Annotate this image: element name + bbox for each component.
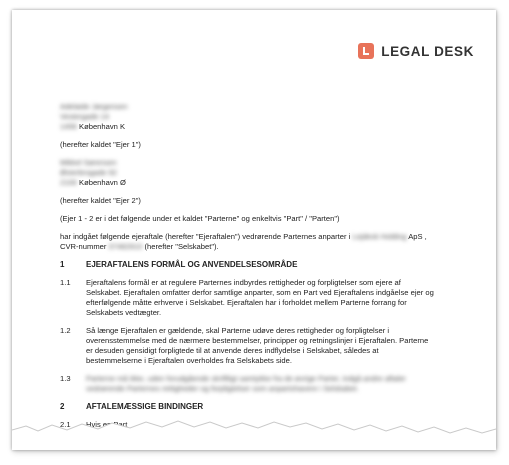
section-2-heading: 2 AFTALEMÆSSIGE BINDINGER bbox=[60, 402, 204, 411]
party-2-city: København Ø bbox=[79, 178, 126, 187]
party-1-designation: (herefter kaldet "Ejer 1") bbox=[60, 140, 141, 149]
parties-definition: (Ejer 1 - 2 er i det følgende under et kaldet "Parterne" og enkeltvis "Part" / "Parten") bbox=[60, 214, 340, 223]
section-2-title: AFTALEMÆSSIGE BINDINGER bbox=[86, 402, 204, 411]
section-1-title: EJERAFTALENS FORMÅL OG ANVENDELSESOMRÅDE bbox=[86, 260, 298, 269]
section-1-heading: 1 EJERAFTALENS FORMÅL OG ANVENDELSESOMRÅDE bbox=[60, 260, 298, 269]
cvr-line bbox=[60, 242, 470, 252]
party-2-postcode: 2100 bbox=[60, 178, 77, 187]
party-1-city: København K bbox=[79, 122, 126, 131]
legal-desk-logo-icon bbox=[358, 43, 374, 59]
cvr-label: CVR-nummer bbox=[60, 242, 107, 251]
party-2-designation: (herefter kaldet "Ejer 2") bbox=[60, 196, 141, 205]
torn-page-edge bbox=[12, 416, 496, 450]
party-2-block bbox=[60, 158, 470, 206]
agreement-statement bbox=[60, 232, 470, 242]
party-2-street: Østerbrogade 92 bbox=[60, 168, 117, 177]
clause-2-1: 2.1 Hvis en Part bbox=[60, 420, 128, 429]
cvr-number: 37482910 bbox=[108, 242, 143, 251]
company-name: Lejdesk Holding bbox=[352, 232, 407, 241]
clause-1-2: 1.2 Så længe Ejeraftalen er gældende, skal Parterne udøve deres rettigheder og forpligtelser i overensstemmelse med de nærmere bestemmelser, principper og retningslinjer i Ejeraftalen. Parterne er desuden gensidigt forpligtede til at anvende deres indflydelse i Selskabet, således at bestemmelserne i Ejeraftalen overholdes fra Selskabets side. bbox=[60, 326, 429, 365]
party-1-street: Vestergade 14 bbox=[60, 112, 109, 121]
document-body bbox=[60, 102, 470, 430]
document-page bbox=[12, 10, 496, 450]
party-1-name: Adelaide Jørgensen bbox=[60, 102, 128, 111]
agreement-text: har indgået følgende ejeraftale (herefter "Ejeraftalen") vedrørende Parternes anparter i bbox=[60, 232, 351, 241]
cvr-suffix: (herefter "Selskabet"). bbox=[144, 242, 219, 251]
party-2-name: Mikkel Sørensen bbox=[60, 158, 117, 167]
party-1-postcode: 1456 bbox=[60, 122, 77, 131]
clause-1-1: 1.1 Ejeraftalens formål er at regulere Parternes indbyrdes rettigheder og forpligtelser som ejere af Selskabet. Ejeraftalen omfatter derfor samtlige anparter, som en Part ved Ejeraftalens indgåelse ejer og efterfølgende måtte erhverve i Selskabet. Ejeraftalen har i forholdet mellem Parterne forrang for Selskabets vedtægter. bbox=[60, 278, 434, 317]
logo-text: LEGAL DESK bbox=[381, 43, 474, 59]
legal-desk-logo bbox=[358, 43, 474, 59]
party-1-block bbox=[60, 102, 470, 150]
company-suffix: ApS , bbox=[408, 232, 427, 241]
clause-1-3: 1.3 Parterne må ikke, uden forudgående skriftligt samtykke fra de øvrige Parter, indgå andre aftaler vedrørende Parternes rettigheder og forpligtelser som anpartshavere i Selskabet. bbox=[60, 374, 406, 393]
